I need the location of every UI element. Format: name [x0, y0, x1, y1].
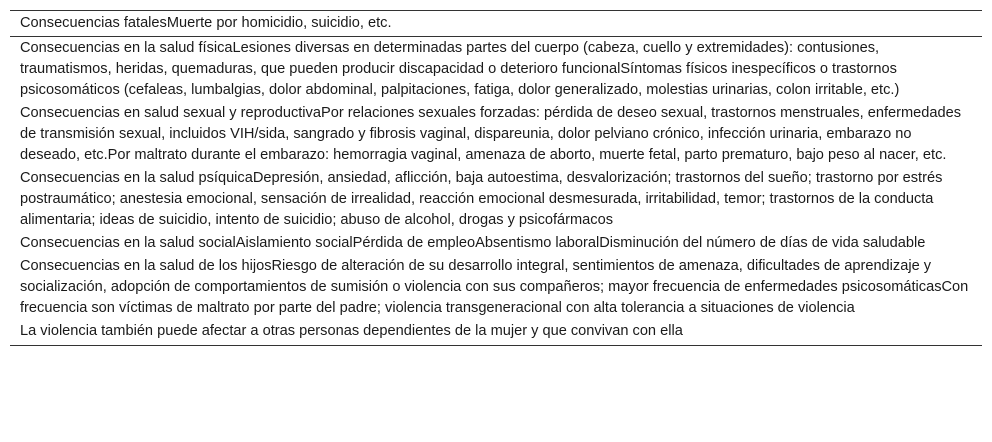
- row-text: Depresión, ansiedad, aflicción, baja autoestima, desvalorización; trastornos del sueño; trastorno por estrés postraumático; anestesia emocional, sensación de irrealidad, reacción emocional desmesurada, irritabilidad, temor; trastornos de la conducta alimentaria; ideas de suicidio, intento de suicidio; abuso de alcohol, drogas y psicofármacos: [20, 170, 943, 228]
- row-text: Aislamiento socialPérdida de empleoAbsentismo laboralDisminución del número de días de vida saludable: [235, 235, 926, 251]
- row-label: Consecuencias en la salud psíquica: [20, 170, 253, 186]
- table-cell: [10, 255, 982, 320]
- table-row-children: [10, 255, 982, 320]
- row-label: Consecuencias fatales: [20, 15, 167, 31]
- row-label: Consecuencias en la salud de los hijos: [20, 258, 272, 274]
- consequences-table: [10, 11, 982, 345]
- row-text: Por relaciones sexuales forzadas: pérdida de deseo sexual, trastornos menstruales, enfermedades de transmisión sexual, incluidos VIH/sida, sangrado y fibrosis vaginal, dispareunia, dolor pelviano crónico, infección urinaria, embarazo no deseado, etc.Por maltrato durante el embarazo: hemorragia vaginal, amenaza de aborto, muerte fetal, parto prematuro, bajo peso al nacer, etc.: [20, 105, 962, 163]
- table-cell: [10, 102, 982, 167]
- consequences-table-container: [10, 10, 982, 346]
- row-label: Consecuencias en la salud social: [20, 235, 236, 251]
- table-cell: [10, 167, 982, 232]
- table-cell: [10, 11, 982, 37]
- row-label: Consecuencias en la salud física: [20, 40, 233, 56]
- table-row-other-dependents: [10, 320, 982, 345]
- row-text: Muerte por homicidio, suicidio, etc.: [166, 15, 392, 31]
- table-row-sexual-reproductive: [10, 102, 982, 167]
- row-label: Consecuencias en salud sexual y reproductiva: [20, 105, 321, 121]
- table-row-psychic: [10, 167, 982, 232]
- table-cell: [10, 320, 982, 345]
- row-text: La violencia también puede afectar a otras personas dependientes de la mujer y que convivan con ella: [20, 323, 683, 339]
- table-cell: [10, 37, 982, 103]
- table-row-physical: [10, 37, 982, 103]
- row-text: Lesiones diversas en determinadas partes del cuerpo (cabeza, cuello y extremidades): contusiones, traumatismos, heridas, quemaduras, que pueden producir discapacidad o deterioro funcionalSíntomas físicos inespecíficos o trastornos psicosomáticos (cefaleas, lumbalgias, dolor abdominal, palpitaciones, fatiga, dolor generalizado, molestias urinarias, colon irritable, etc.): [20, 40, 900, 98]
- table-cell: [10, 232, 982, 255]
- table-row-social: [10, 232, 982, 255]
- row-text: Riesgo de alteración de su desarrollo integral, sentimientos de amenaza, dificultades de aprendizaje y socialización, adopción de comportamientos de sumisión o violencia con sus compañeros; mayor frecuencia de enfermedades psicosomáticasCon frecuencia son víctimas de maltrato por parte del padre; violencia transgeneracional con alta tolerancia a situaciones de violencia: [20, 258, 969, 316]
- table-row-fatal: [10, 11, 982, 37]
